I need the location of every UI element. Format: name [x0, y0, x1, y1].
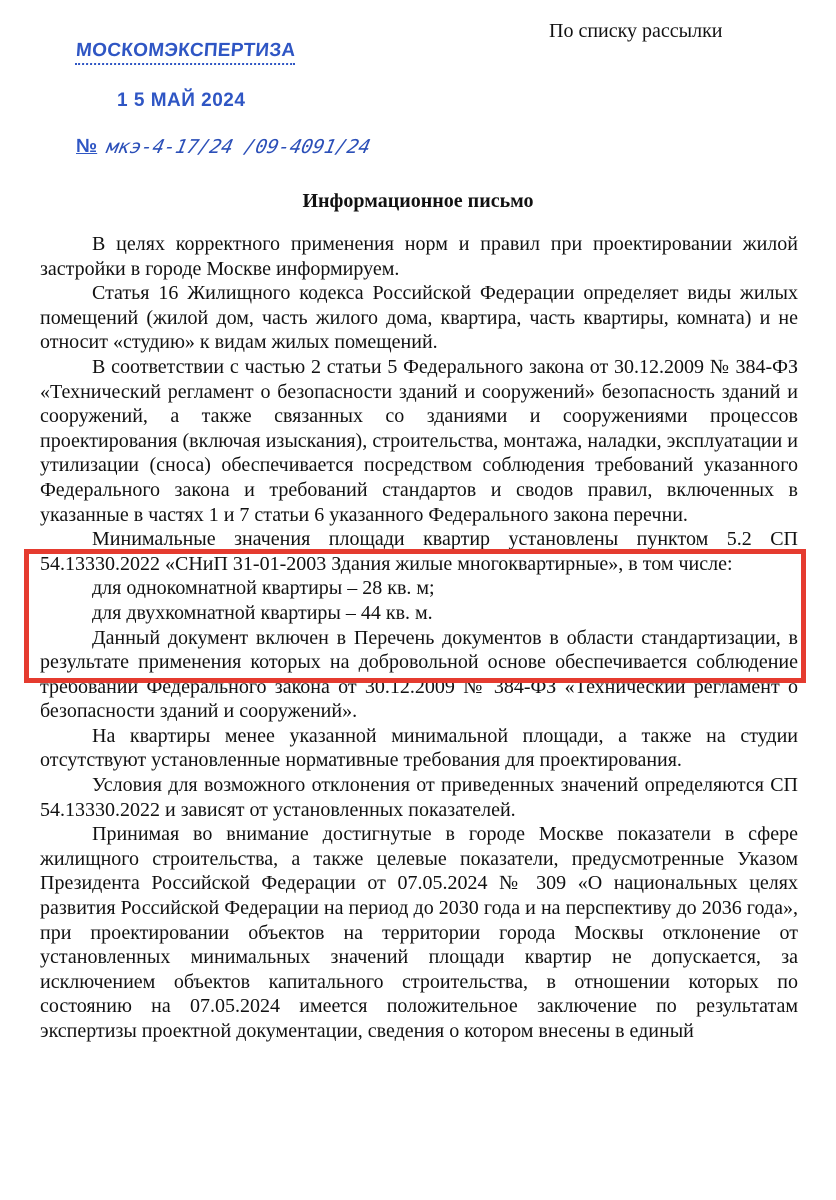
number-sign: №	[76, 136, 98, 157]
paragraph-min-area: Минимальные значения площади квартир установлены пунктом 5.2 СП 54.13330.2022 «СНиП 31-01-2003 Здания жилые многоквартирные», в том числе:	[40, 528, 798, 575]
paragraph: На квартиры менее указанной минимальной площади, а также на студии отсутствуют установленные нормативные требования для проектирования.	[40, 724, 798, 772]
handwritten-registration-number: мкэ-4-17/24 /09-4091/24	[104, 136, 373, 158]
registration-stamp-organization: МОСКОМЭКСПЕРТИЗА	[75, 40, 297, 61]
letter-body	[40, 232, 798, 1044]
paragraph: В соответствии с частью 2 статьи 5 Федерального закона от 30.12.2009 № 384-ФЗ «Технический регламент о безопасности зданий и сооружений» безопасность зданий и сооружений, а также связанных со зданиями и сооружениями процессов проектирования (включая изыскания), строительства, монтажа, наладки, эксплуатации и утилизации (сноса) обеспечивается посредством соблюдения требований указанного Федерального закона и требований стандартов и сводов правил, включенных в указанные в частях 1 и 7 статьи 6 указанного Федерального закона перечни.	[40, 355, 798, 526]
list-item-one-room: для однокомнатной квартиры – 28 кв. м;	[92, 577, 435, 600]
addressee: По списку рассылки	[549, 20, 723, 42]
paragraph: Статья 16 Жилищного кодекса Российской Федерации определяет виды жилых помещений (жилой дом, часть жилого дома, квартира, часть квартиры, комната) и не относит «студию» к видам жилых помещений.	[40, 282, 798, 354]
registration-number-line	[76, 136, 373, 158]
list-item-two-room: для двухкомнатной квартиры – 44 кв. м.	[92, 601, 433, 624]
paragraph: В целях корректного применения норм и правил при проектировании жилой застройки в городе Москве информируем.	[40, 233, 798, 280]
letter-title: Информационное письмо	[302, 190, 534, 212]
paragraph: Данный документ включен в Перечень документов в области стандартизации, в результате применения которых на добровольной основе обеспечивается соблюдение требований Федерального закона от 30.12.2009 № 384-ФЗ «Технический регламент о безопасности зданий и сооружений».	[40, 626, 798, 723]
paragraph: Принимая во внимание достигнутые в городе Москве показатели в сфере жилищного строительства, а также целевые показатели, предусмотренные Указом Президента Российской Федерации от 07.05.2024 № 309 «О национальных целях развития Российской Федерации на период до 2030 года и на перспективу до 2036 года», при проектировании объектов на территории города Москвы отклонение от установленных минимальных значений площади квартир не допускается, за исключением объектов капитального строительства, в отношении которых по состоянию на 07.05.2024 имеется положительное заключение по результатам экспертизы проектной документации, сведения о котором внесены в единый	[40, 823, 798, 1042]
registration-stamp-date: 1 5 МАЙ 2024	[117, 90, 246, 111]
paragraph: Условия для возможного отклонения от приведенных значений определяются СП 54.13330.2022 и зависят от установленных показателей.	[40, 774, 798, 821]
